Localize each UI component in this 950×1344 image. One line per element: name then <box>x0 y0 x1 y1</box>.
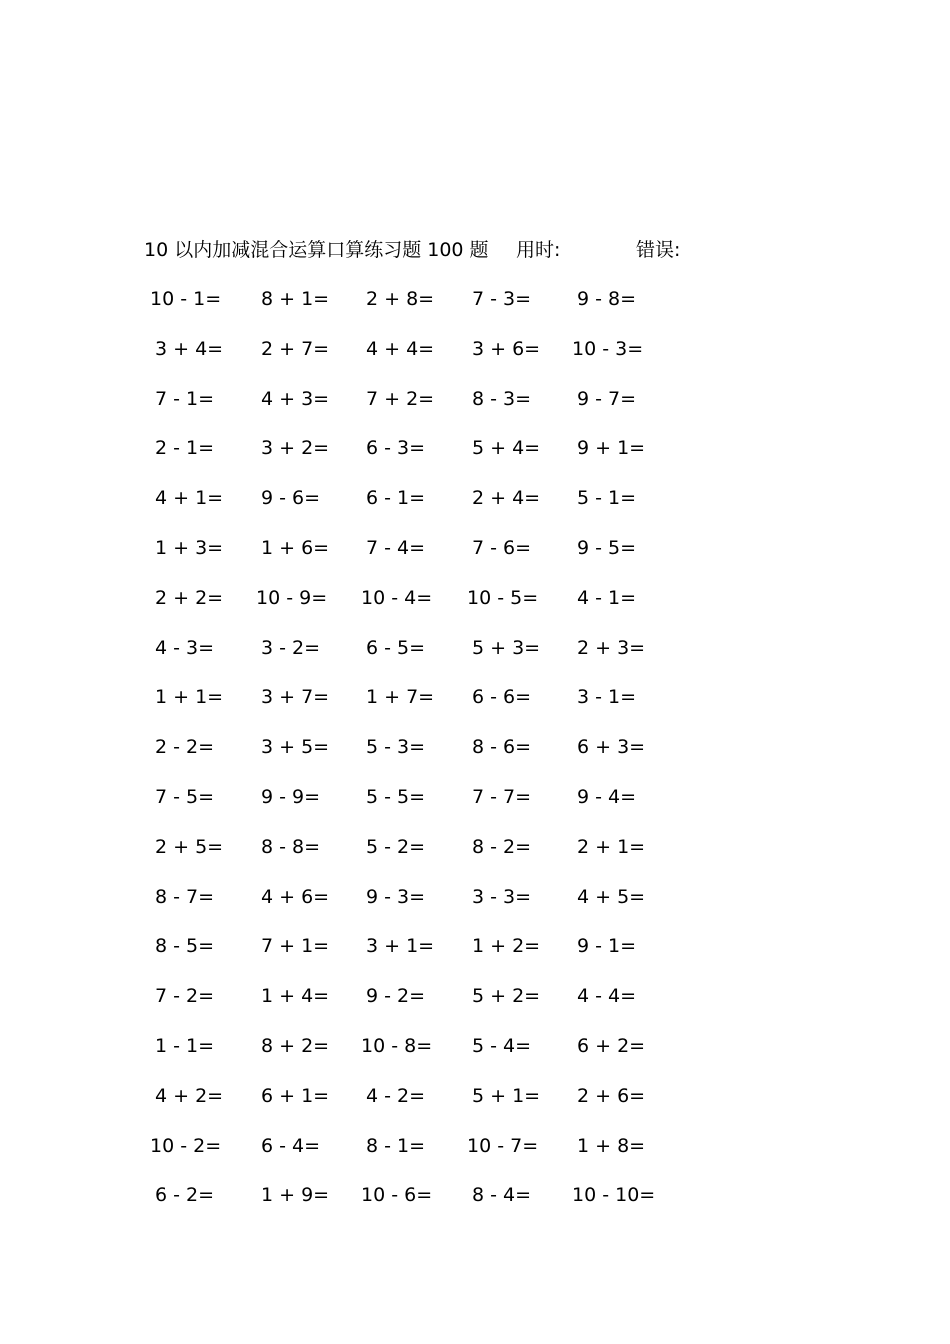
worksheet-title: 10 以内加减混合运算口算练习题 100 题 <box>144 239 489 261</box>
math-problem: 9 - 7= <box>577 387 637 410</box>
math-problem: 8 - 8= <box>261 835 321 858</box>
problem-row <box>0 1032 950 1082</box>
math-problem: 6 - 3= <box>366 437 426 460</box>
problem-row <box>0 335 950 385</box>
math-problem: 8 - 3= <box>472 387 532 410</box>
problem-row <box>0 634 950 684</box>
math-problem: 7 - 1= <box>155 387 215 410</box>
problem-row <box>0 534 950 584</box>
math-problem: 2 + 6= <box>577 1084 646 1107</box>
math-problem: 2 - 2= <box>155 736 215 759</box>
math-problem: 9 + 1= <box>577 437 646 460</box>
math-problem: 10 - 9= <box>256 586 328 609</box>
math-problem: 8 + 1= <box>261 288 330 310</box>
math-problem: 8 - 7= <box>155 885 215 908</box>
math-problem: 6 - 5= <box>366 636 426 659</box>
math-problem: 6 - 2= <box>155 1184 215 1207</box>
problem-row <box>0 385 950 435</box>
math-problem: 10 - 8= <box>361 1034 433 1057</box>
math-problem: 5 - 1= <box>577 487 637 510</box>
math-problem: 10 - 10= <box>572 1184 656 1207</box>
problem-grid <box>0 285 950 1231</box>
math-problem: 8 - 1= <box>366 1134 426 1157</box>
math-problem: 8 - 2= <box>472 835 532 858</box>
math-problem: 5 + 4= <box>472 437 541 460</box>
math-problem: 7 - 2= <box>155 985 215 1008</box>
time-used-label: 用时: <box>516 239 561 261</box>
problem-row <box>0 982 950 1032</box>
math-problem: 7 + 2= <box>366 387 435 410</box>
math-problem: 5 + 1= <box>472 1084 541 1107</box>
math-problem: 9 - 9= <box>261 785 321 808</box>
math-problem: 6 - 1= <box>366 487 426 510</box>
math-problem: 4 + 4= <box>366 337 435 360</box>
math-problem: 6 - 4= <box>261 1134 321 1157</box>
math-problem: 1 + 7= <box>366 686 435 709</box>
error-count-label: 错误: <box>636 239 681 261</box>
math-problem: 1 + 8= <box>577 1134 646 1157</box>
problem-row <box>0 833 950 883</box>
math-problem: 8 - 5= <box>155 935 215 958</box>
math-problem: 3 - 2= <box>261 636 321 659</box>
math-problem: 4 - 2= <box>366 1084 426 1107</box>
math-problem: 1 + 4= <box>261 985 330 1008</box>
math-problem: 7 + 1= <box>261 935 330 958</box>
math-problem: 9 - 8= <box>577 288 637 310</box>
math-problem: 8 - 6= <box>472 736 532 759</box>
math-problem: 10 - 5= <box>467 586 539 609</box>
problem-row <box>0 1082 950 1132</box>
math-problem: 6 + 3= <box>577 736 646 759</box>
math-problem: 1 + 1= <box>155 686 224 709</box>
problem-row <box>0 1181 950 1231</box>
math-problem: 5 - 5= <box>366 785 426 808</box>
problem-row <box>0 434 950 484</box>
math-problem: 5 - 3= <box>366 736 426 759</box>
problem-row <box>0 285 950 335</box>
math-problem: 4 + 5= <box>577 885 646 908</box>
math-problem: 2 + 8= <box>366 288 435 310</box>
math-problem: 3 + 1= <box>366 935 435 958</box>
math-problem: 10 - 4= <box>361 586 433 609</box>
math-problem: 4 + 6= <box>261 885 330 908</box>
math-problem: 4 - 1= <box>577 586 637 609</box>
math-problem: 3 + 4= <box>155 337 224 360</box>
math-problem: 3 + 2= <box>261 437 330 460</box>
math-problem: 7 - 4= <box>366 536 426 559</box>
math-problem: 7 - 7= <box>472 785 532 808</box>
math-problem: 1 + 3= <box>155 536 224 559</box>
math-problem: 10 - 2= <box>150 1134 222 1157</box>
math-problem: 2 - 1= <box>155 437 215 460</box>
math-problem: 7 - 3= <box>472 288 532 310</box>
math-problem: 5 + 2= <box>472 985 541 1008</box>
math-problem: 2 + 2= <box>155 586 224 609</box>
math-problem: 10 - 1= <box>150 288 222 310</box>
math-problem: 9 - 5= <box>577 536 637 559</box>
worksheet-header <box>144 236 784 264</box>
math-problem: 10 - 7= <box>467 1134 539 1157</box>
math-problem: 4 - 4= <box>577 985 637 1008</box>
math-problem: 8 - 4= <box>472 1184 532 1207</box>
math-problem: 3 + 7= <box>261 686 330 709</box>
problem-row <box>0 932 950 982</box>
math-problem: 2 + 4= <box>472 487 541 510</box>
math-problem: 1 + 6= <box>261 536 330 559</box>
math-problem: 6 + 2= <box>577 1034 646 1057</box>
math-problem: 7 - 5= <box>155 785 215 808</box>
math-problem: 3 + 5= <box>261 736 330 759</box>
math-problem: 8 + 2= <box>261 1034 330 1057</box>
math-problem: 9 - 6= <box>261 487 321 510</box>
math-problem: 2 + 5= <box>155 835 224 858</box>
problem-row <box>0 584 950 634</box>
problem-row <box>0 1132 950 1182</box>
math-problem: 2 + 1= <box>577 835 646 858</box>
math-problem: 1 - 1= <box>155 1034 215 1057</box>
math-problem: 6 + 1= <box>261 1084 330 1107</box>
math-problem: 1 + 2= <box>472 935 541 958</box>
problem-row <box>0 733 950 783</box>
problem-row <box>0 683 950 733</box>
math-problem: 4 + 3= <box>261 387 330 410</box>
math-problem: 4 + 2= <box>155 1084 224 1107</box>
math-problem: 4 + 1= <box>155 487 224 510</box>
math-problem: 1 + 9= <box>261 1184 330 1207</box>
math-problem: 5 - 2= <box>366 835 426 858</box>
problem-row <box>0 484 950 534</box>
math-problem: 9 - 1= <box>577 935 637 958</box>
math-problem: 5 - 4= <box>472 1034 532 1057</box>
math-problem: 3 + 6= <box>472 337 541 360</box>
math-problem: 9 - 2= <box>366 985 426 1008</box>
problem-row <box>0 783 950 833</box>
math-problem: 7 - 6= <box>472 536 532 559</box>
math-problem: 2 + 3= <box>577 636 646 659</box>
math-problem: 6 - 6= <box>472 686 532 709</box>
math-problem: 9 - 4= <box>577 785 637 808</box>
problem-row <box>0 883 950 933</box>
math-problem: 9 - 3= <box>366 885 426 908</box>
math-problem: 5 + 3= <box>472 636 541 659</box>
math-problem: 3 - 3= <box>472 885 532 908</box>
math-problem: 2 + 7= <box>261 337 330 360</box>
math-problem: 10 - 6= <box>361 1184 433 1207</box>
math-problem: 4 - 3= <box>155 636 215 659</box>
math-problem: 10 - 3= <box>572 337 644 360</box>
math-problem: 3 - 1= <box>577 686 637 709</box>
